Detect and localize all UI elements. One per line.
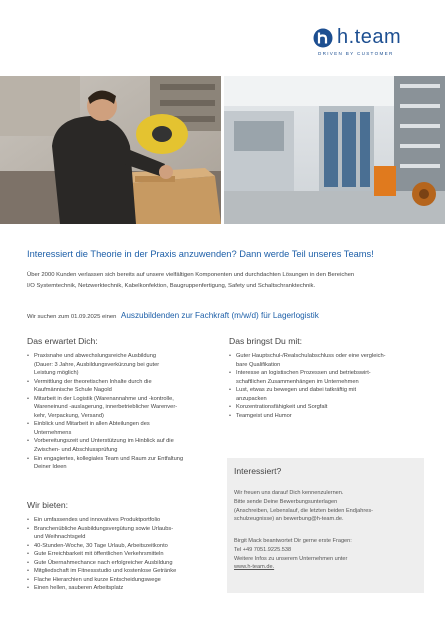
section-title-expect: Das erwartet Dich: xyxy=(27,336,98,346)
photo-automated-warehouse xyxy=(224,76,445,224)
list-item: • Konzentrationsfähigkeit und Sorgfalt xyxy=(229,403,425,412)
contact-box xyxy=(227,458,424,593)
list-item: • Gute Erreichbarkeit mit öffentlichen Verkehrsmitteln xyxy=(27,550,227,559)
website-link[interactable]: www.h-team.de. xyxy=(234,564,275,571)
contact-line: Bitte sende Deine Bewerbungsunterlagen xyxy=(234,498,338,505)
list-item: • Mitgliedschaft im Fitnessstudio und kostenlose Getränke xyxy=(27,567,227,576)
contact-line: Birgit Mack beantwortet Dir gerne erste Fragen: xyxy=(234,538,352,544)
list-item: • Einen hellen, sauberen Arbeitsplatz xyxy=(27,584,227,593)
list-item: • Praxisnahe und abwechslungsreiche Ausbildung (Dauer: 3 Jahre, Ausbildungsverkürzung bei guter Leistung möglich) xyxy=(27,352,227,378)
list-item: • Ein engagiertes, kollegiales Team und Raum zur Entfaltung Deiner Ideen xyxy=(27,455,227,472)
job-announcement xyxy=(27,305,422,323)
list-item: • Flache Hierarchien und kurze Entscheidungswege xyxy=(27,576,227,585)
list-item: • Guter Hauptschul-/Realschulabschluss oder eine vergleich- bare Qualifikation xyxy=(229,352,425,369)
intro-line: Über 2000 Kunden verlassen sich bereits auf unsere vielfältigen Komponenten und durchdachten Lösungen in den Bereichen xyxy=(27,272,355,278)
section-title-bring: Das bringst Du mit: xyxy=(229,336,303,346)
list-item: • Einblick und Mitarbeit in allen Abteilungen des Unternehmens xyxy=(27,420,227,437)
offer-list xyxy=(27,516,227,593)
headline: Interessiert die Theorie in der Praxis anzuwenden? Dann werde Teil unseres Teams! xyxy=(27,249,374,259)
section-title-offer: Wir bieten: xyxy=(27,500,69,510)
list-item: • Vermittlung der theoretischen Inhalte durch die Kaufmännische Schule Nagold xyxy=(27,378,227,395)
bring-list xyxy=(229,352,425,420)
logo-wordmark: h.team xyxy=(337,26,402,48)
job-announcement-prefix: Wir suchen zum 01.09.2025 einen xyxy=(27,314,117,320)
expect-list xyxy=(27,352,227,472)
list-item: • Branchenübliche Ausbildungsvergütung sowie Urlaubs- und Weihnachtsgeld xyxy=(27,525,227,542)
contact-line: Wir freuen uns darauf Dich kennenzulernen. xyxy=(234,490,344,496)
list-item: • Lust, etwas zu bewegen und dabei tatkräftig mit anzupacken xyxy=(229,386,425,403)
contact-title: Interessiert? xyxy=(234,466,282,476)
contact-line: schulzeugnisse) an bewerbung@h-team.de. xyxy=(234,516,344,523)
list-item: • Teamgeist und Humor xyxy=(229,412,425,421)
list-item: • 40-Stunden-Woche, 30 Tage Urlaub, Arbeitszeitkonto xyxy=(27,542,227,551)
contact-line: (Anschreiben, Lebenslauf, die letzten beiden Endjahres- xyxy=(234,507,374,514)
photo-warehouse-worker xyxy=(0,76,221,224)
logo-tagline: DRIVEN BY CUSTOMER xyxy=(318,51,394,56)
list-item: • Interesse an logistischen Prozessen und betriebswirt- schaftlichen Zusammenhängen im Unternehmen xyxy=(229,369,425,386)
intro-text xyxy=(27,270,422,291)
contact-phone: Tel +49 7051.9225.538 xyxy=(234,546,292,553)
intro-line: I/O Systemtechnik, Netzwerktechnik, Kabelkonfektion, Baugruppenfertigung, Safety und Schaltschranktechnik. xyxy=(27,282,316,289)
h-team-logo-mark-icon xyxy=(313,28,333,48)
header-photos xyxy=(0,76,445,224)
h-team-logo xyxy=(313,26,433,60)
list-item: • Vorbereitungszeit und Unterstützung im Hinblick auf die Zwischen- und Abschlussprüfung xyxy=(27,437,227,454)
job-title: Auszubildenden zur Fachkraft (m/w/d) für Lagerlogistik xyxy=(120,311,319,320)
application-instructions xyxy=(234,489,419,524)
list-item: • Ein umfassendes und innovatives Produktportfolio xyxy=(27,516,227,525)
contact-details xyxy=(234,537,419,572)
contact-line: Weitere Infos zu unserem Unternehmen unter xyxy=(234,555,348,562)
list-item: • Gute Übernahmechance nach erfolgreicher Ausbildung xyxy=(27,559,227,568)
list-item: • Mitarbeit in der Logistik (Warenannahme und -kontrolle, Wareneinund -auslagerung, innerbetrieblicher Warenver- kehr, Verpackung, Versand) xyxy=(27,395,227,421)
